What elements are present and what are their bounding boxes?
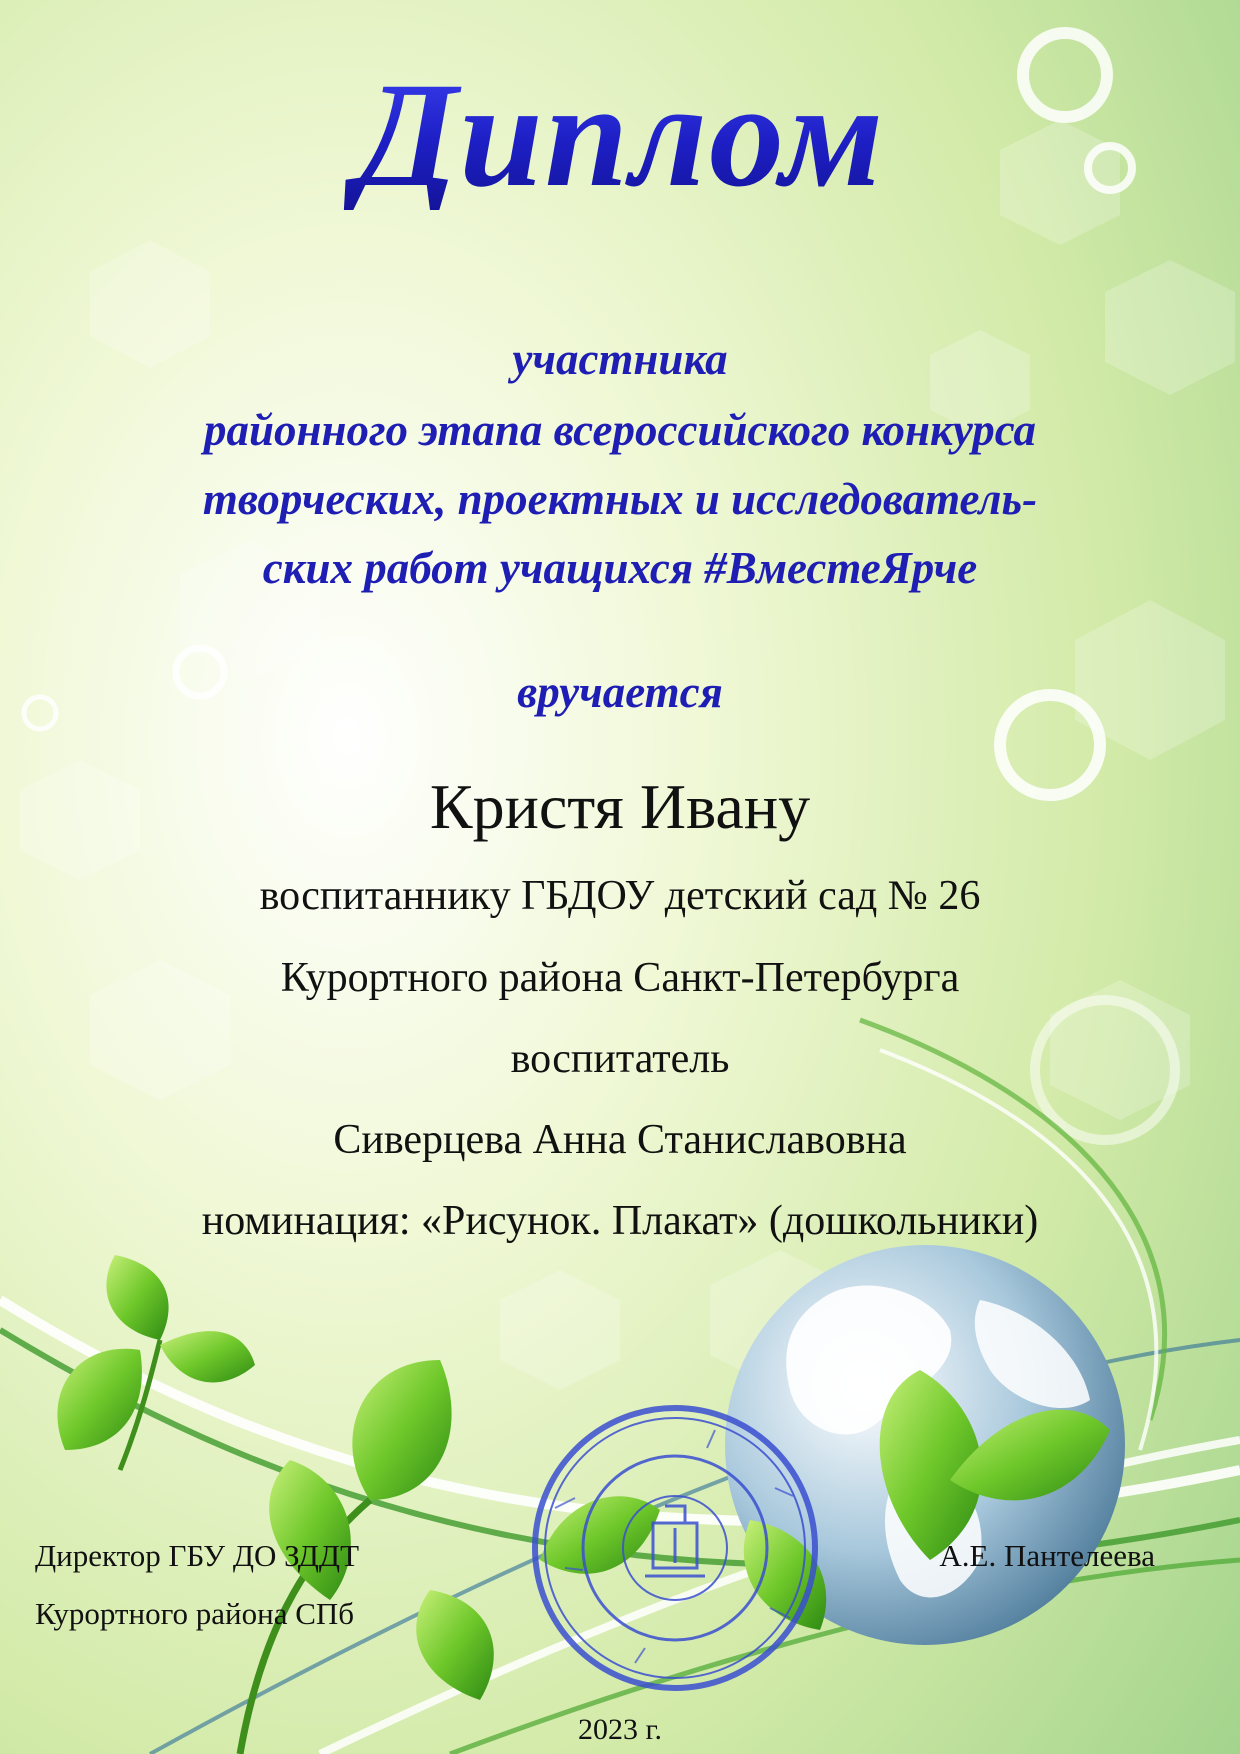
diploma-title: Диплом <box>0 60 1240 210</box>
detail-line-3: воспитатель <box>510 1036 730 1082</box>
issue-year: 2023 г. <box>578 1713 662 1746</box>
subtitle-line-2: районного этапа всероссийского конкурса <box>203 405 1037 455</box>
signatory-name: А.Е. Пантелеева <box>939 1538 1155 1573</box>
detail-line-2: Курортного района Санкт-Петербурга <box>280 955 960 1001</box>
signatory-title-line-1: Директор ГБУ ДО ЗДДТ <box>35 1538 360 1573</box>
signatory-title-line-2: Курортного района СПб <box>35 1596 355 1631</box>
recipient-name: Кристя Ивану <box>429 771 811 842</box>
detail-line-1: воспитаннику ГБДОУ детский сад № 26 <box>259 873 981 919</box>
awarded-label: вручается <box>517 667 723 717</box>
subtitle-line-3: творческих, проектных и исследователь- <box>202 474 1038 524</box>
subtitle-line-1: участника <box>512 334 728 384</box>
nomination-line: номинация: «Рисунок. Плакат» (дошкольники) <box>201 1198 1039 1244</box>
subtitle-line-4: ских работ учащихся #ВместеЯрче <box>262 543 978 593</box>
detail-line-4: Сиверцева Анна Станиславовна <box>333 1117 907 1163</box>
